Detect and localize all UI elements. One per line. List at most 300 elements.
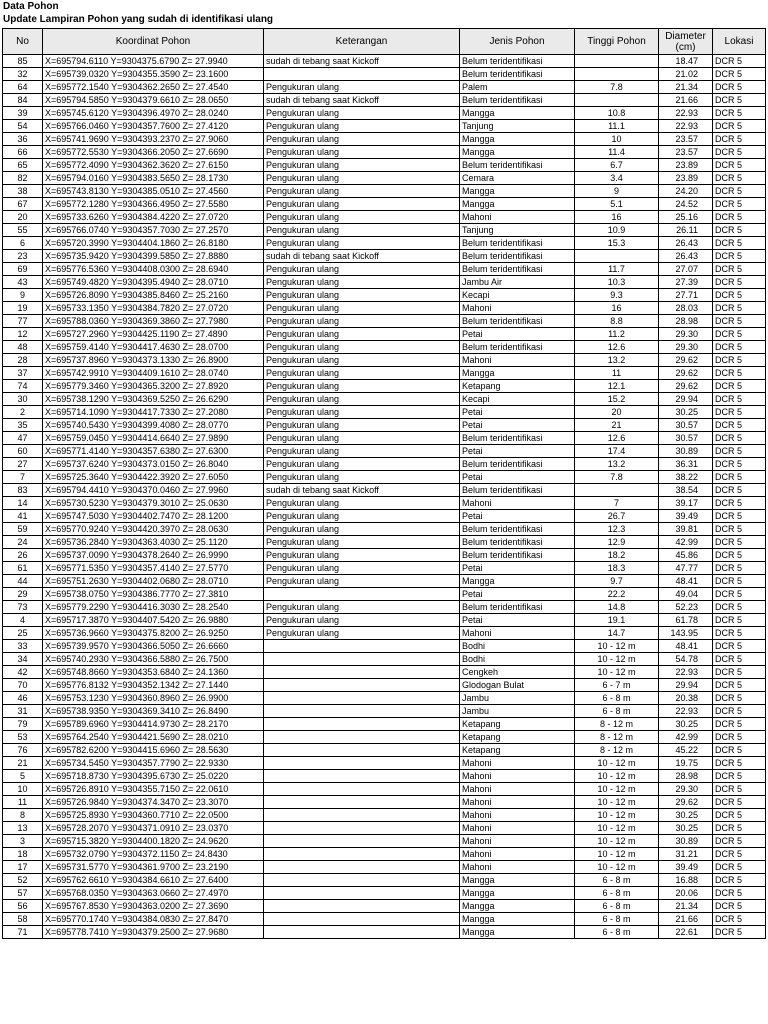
- table-row: [3, 744, 766, 757]
- cell-tinggi: 12.3: [575, 523, 659, 536]
- table-row: [3, 185, 766, 198]
- table-row: [3, 432, 766, 445]
- cell-koordinat: X=695739.0320 Y=9304355.3590 Z= 23.1600: [43, 68, 264, 81]
- cell-keterangan: Pengukuran ulang: [264, 198, 460, 211]
- cell-no: 67: [3, 198, 43, 211]
- cell-keterangan: [264, 926, 460, 939]
- cell-diameter: 21.34: [659, 900, 713, 913]
- table-row: [3, 523, 766, 536]
- table-row: [3, 159, 766, 172]
- cell-tinggi: 20: [575, 406, 659, 419]
- cell-keterangan: [264, 796, 460, 809]
- cell-diameter: 28.98: [659, 770, 713, 783]
- cell-jenis: Kecapi: [460, 393, 575, 406]
- cell-diameter: 48.41: [659, 575, 713, 588]
- cell-keterangan: Pengukuran ulang: [264, 120, 460, 133]
- cell-keterangan: Pengukuran ulang: [264, 562, 460, 575]
- cell-lokasi: DCR 5: [713, 211, 766, 224]
- cell-jenis: Mangga: [460, 874, 575, 887]
- cell-lokasi: DCR 5: [713, 497, 766, 510]
- cell-jenis: Belum teridentifikasi: [460, 341, 575, 354]
- cell-no: 61: [3, 562, 43, 575]
- cell-no: 30: [3, 393, 43, 406]
- cell-diameter: 29.62: [659, 354, 713, 367]
- cell-tinggi: 15.2: [575, 393, 659, 406]
- cell-lokasi: DCR 5: [713, 471, 766, 484]
- cell-tinggi: 12.9: [575, 536, 659, 549]
- cell-jenis: Palem: [460, 81, 575, 94]
- cell-diameter: 42.99: [659, 536, 713, 549]
- cell-tinggi: 10.8: [575, 107, 659, 120]
- cell-no: 36: [3, 133, 43, 146]
- cell-lokasi: DCR 5: [713, 679, 766, 692]
- cell-keterangan: [264, 692, 460, 705]
- cell-jenis: Belum teridentifikasi: [460, 523, 575, 536]
- cell-diameter: 21.66: [659, 94, 713, 107]
- cell-diameter: 20.06: [659, 887, 713, 900]
- cell-diameter: 20.38: [659, 692, 713, 705]
- cell-keterangan: Pengukuran ulang: [264, 276, 460, 289]
- cell-diameter: 143.95: [659, 627, 713, 640]
- cell-tinggi: 17.4: [575, 445, 659, 458]
- table-row: [3, 835, 766, 848]
- cell-no: 56: [3, 900, 43, 913]
- cell-no: 27: [3, 458, 43, 471]
- cell-jenis: Jambu: [460, 692, 575, 705]
- cell-jenis: Petai: [460, 614, 575, 627]
- cell-lokasi: DCR 5: [713, 328, 766, 341]
- cell-keterangan: [264, 770, 460, 783]
- cell-tinggi: 26.7: [575, 510, 659, 523]
- cell-koordinat: X=695759.4140 Y=9304417.4630 Z= 28.0700: [43, 341, 264, 354]
- cell-lokasi: DCR 5: [713, 757, 766, 770]
- cell-diameter: 30.25: [659, 822, 713, 835]
- cell-tinggi: 10: [575, 133, 659, 146]
- cell-koordinat: X=695737.0090 Y=9304378.2640 Z= 26.9990: [43, 549, 264, 562]
- cell-diameter: 22.93: [659, 705, 713, 718]
- cell-jenis: Petai: [460, 471, 575, 484]
- cell-keterangan: Pengukuran ulang: [264, 627, 460, 640]
- table-body: [3, 55, 766, 939]
- cell-jenis: Tanjung: [460, 224, 575, 237]
- table-row: [3, 536, 766, 549]
- cell-jenis: Mangga: [460, 198, 575, 211]
- cell-no: 5: [3, 770, 43, 783]
- table-row: [3, 887, 766, 900]
- cell-no: 60: [3, 445, 43, 458]
- cell-no: 79: [3, 718, 43, 731]
- table-row: [3, 237, 766, 250]
- table-row: [3, 666, 766, 679]
- cell-koordinat: X=695743.8130 Y=9304385.0510 Z= 27.4560: [43, 185, 264, 198]
- cell-no: 66: [3, 146, 43, 159]
- cell-koordinat: X=695726.9840 Y=9304374.3470 Z= 23.3070: [43, 796, 264, 809]
- cell-jenis: Belum teridentifikasi: [460, 250, 575, 263]
- cell-no: 48: [3, 341, 43, 354]
- cell-no: 59: [3, 523, 43, 536]
- cell-koordinat: X=695794.5850 Y=9304379.6610 Z= 28.0650: [43, 94, 264, 107]
- cell-koordinat: X=695747.5030 Y=9304402.7470 Z= 28.1200: [43, 510, 264, 523]
- cell-koordinat: X=695733.6260 Y=9304384.4220 Z= 27.0720: [43, 211, 264, 224]
- cell-koordinat: X=695794.0160 Y=9304383.5650 Z= 28.1730: [43, 172, 264, 185]
- cell-koordinat: X=695725.8930 Y=9304360.7710 Z= 22.0500: [43, 809, 264, 822]
- cell-jenis: Petai: [460, 445, 575, 458]
- cell-koordinat: X=695788.0360 Y=9304369.3860 Z= 27.7980: [43, 315, 264, 328]
- cell-no: 41: [3, 510, 43, 523]
- cell-diameter: 39.49: [659, 510, 713, 523]
- cell-tinggi: 10 - 12 m: [575, 848, 659, 861]
- cell-jenis: Belum teridentifikasi: [460, 68, 575, 81]
- table-row: [3, 458, 766, 471]
- table-row: [3, 94, 766, 107]
- cell-jenis: Jambu: [460, 705, 575, 718]
- cell-keterangan: [264, 666, 460, 679]
- cell-jenis: Ketapang: [460, 731, 575, 744]
- cell-tinggi: 6 - 8 m: [575, 705, 659, 718]
- cell-koordinat: X=695736.2840 Y=9304363.4030 Z= 25.1120: [43, 536, 264, 549]
- table-row: [3, 224, 766, 237]
- cell-lokasi: DCR 5: [713, 770, 766, 783]
- cell-diameter: 29.62: [659, 796, 713, 809]
- cell-diameter: 19.75: [659, 757, 713, 770]
- cell-jenis: Kecapi: [460, 289, 575, 302]
- cell-koordinat: X=695731.5770 Y=9304361.9700 Z= 23.2190: [43, 861, 264, 874]
- table-row: [3, 757, 766, 770]
- cell-jenis: Petai: [460, 510, 575, 523]
- cell-lokasi: DCR 5: [713, 653, 766, 666]
- table-row: [3, 549, 766, 562]
- cell-jenis: Belum teridentifikasi: [460, 237, 575, 250]
- cell-no: 64: [3, 81, 43, 94]
- cell-diameter: 24.20: [659, 185, 713, 198]
- cell-no: 17: [3, 861, 43, 874]
- cell-keterangan: Pengukuran ulang: [264, 458, 460, 471]
- cell-keterangan: [264, 653, 460, 666]
- cell-lokasi: DCR 5: [713, 302, 766, 315]
- cell-koordinat: X=695715.3820 Y=9304400.1820 Z= 24.9620: [43, 835, 264, 848]
- cell-koordinat: X=695767.8530 Y=9304363.0200 Z= 27.3690: [43, 900, 264, 913]
- cell-keterangan: sudah di tebang saat Kickoff: [264, 55, 460, 68]
- cell-lokasi: DCR 5: [713, 822, 766, 835]
- cell-jenis: Mahoni: [460, 861, 575, 874]
- cell-keterangan: Pengukuran ulang: [264, 380, 460, 393]
- cell-koordinat: X=695772.1280 Y=9304366.4950 Z= 27.5580: [43, 198, 264, 211]
- cell-no: 8: [3, 809, 43, 822]
- cell-no: 74: [3, 380, 43, 393]
- cell-jenis: Mahoni: [460, 835, 575, 848]
- cell-diameter: 29.30: [659, 341, 713, 354]
- cell-lokasi: DCR 5: [713, 744, 766, 757]
- table-row: [3, 302, 766, 315]
- cell-keterangan: Pengukuran ulang: [264, 497, 460, 510]
- cell-no: 82: [3, 172, 43, 185]
- document-subtitle: Update Lampiran Pohon yang sudah di identifikasi ulang: [3, 14, 274, 25]
- cell-diameter: 18.47: [659, 55, 713, 68]
- cell-jenis: Mahoni: [460, 354, 575, 367]
- cell-koordinat: X=695728.2070 Y=9304371.0910 Z= 23.0370: [43, 822, 264, 835]
- cell-lokasi: DCR 5: [713, 601, 766, 614]
- cell-koordinat: X=695726.8910 Y=9304355.7150 Z= 22.0610: [43, 783, 264, 796]
- cell-koordinat: X=695736.9660 Y=9304375.8200 Z= 26.9250: [43, 627, 264, 640]
- cell-tinggi: 3.4: [575, 172, 659, 185]
- cell-diameter: 30.57: [659, 419, 713, 432]
- cell-no: 33: [3, 640, 43, 653]
- cell-no: 43: [3, 276, 43, 289]
- cell-jenis: Petai: [460, 562, 575, 575]
- cell-jenis: Belum teridentifikasi: [460, 484, 575, 497]
- cell-koordinat: X=695740.2930 Y=9304366.5880 Z= 26.7500: [43, 653, 264, 666]
- cell-keterangan: [264, 848, 460, 861]
- cell-no: 31: [3, 705, 43, 718]
- cell-tinggi: 11.4: [575, 146, 659, 159]
- cell-diameter: 54.78: [659, 653, 713, 666]
- cell-diameter: 23.57: [659, 146, 713, 159]
- cell-jenis: Petai: [460, 328, 575, 341]
- table-row: [3, 588, 766, 601]
- column-header-keterangan: Keterangan: [264, 29, 460, 55]
- cell-koordinat: X=695740.5430 Y=9304399.4080 Z= 28.0770: [43, 419, 264, 432]
- cell-lokasi: DCR 5: [713, 510, 766, 523]
- cell-tinggi: 12.6: [575, 341, 659, 354]
- cell-keterangan: Pengukuran ulang: [264, 107, 460, 120]
- table-row: [3, 705, 766, 718]
- cell-tinggi: 8 - 12 m: [575, 744, 659, 757]
- cell-koordinat: X=695779.3460 Y=9304365.3200 Z= 27.8920: [43, 380, 264, 393]
- cell-koordinat: X=695738.1290 Y=9304369.5250 Z= 26.6290: [43, 393, 264, 406]
- column-header-tinggi: Tinggi Pohon: [575, 29, 659, 55]
- cell-jenis: Petai: [460, 419, 575, 432]
- cell-keterangan: [264, 588, 460, 601]
- cell-keterangan: [264, 874, 460, 887]
- cell-diameter: 22.61: [659, 926, 713, 939]
- cell-no: 21: [3, 757, 43, 770]
- cell-diameter: 28.03: [659, 302, 713, 315]
- cell-keterangan: Pengukuran ulang: [264, 224, 460, 237]
- cell-koordinat: X=695738.0750 Y=9304386.7770 Z= 27.3810: [43, 588, 264, 601]
- cell-keterangan: [264, 900, 460, 913]
- cell-diameter: 28.98: [659, 315, 713, 328]
- cell-lokasi: DCR 5: [713, 380, 766, 393]
- cell-jenis: Mangga: [460, 185, 575, 198]
- cell-tinggi: [575, 94, 659, 107]
- cell-diameter: 30.89: [659, 445, 713, 458]
- cell-tinggi: 10 - 12 m: [575, 835, 659, 848]
- cell-koordinat: X=695718.8730 Y=9304395.6730 Z= 25.0220: [43, 770, 264, 783]
- cell-keterangan: Pengukuran ulang: [264, 263, 460, 276]
- cell-koordinat: X=695772.5530 Y=9304366.2050 Z= 27.6690: [43, 146, 264, 159]
- cell-lokasi: DCR 5: [713, 133, 766, 146]
- cell-diameter: 30.25: [659, 406, 713, 419]
- cell-jenis: Mahoni: [460, 497, 575, 510]
- cell-no: 4: [3, 614, 43, 627]
- cell-no: 9: [3, 289, 43, 302]
- cell-keterangan: sudah di tebang saat Kickoff: [264, 250, 460, 263]
- cell-no: 73: [3, 601, 43, 614]
- cell-lokasi: DCR 5: [713, 588, 766, 601]
- cell-koordinat: X=695742.9910 Y=9304409.1610 Z= 28.0740: [43, 367, 264, 380]
- table-row: [3, 926, 766, 939]
- cell-diameter: 30.25: [659, 809, 713, 822]
- cell-jenis: Mangga: [460, 887, 575, 900]
- column-header-diameter: Diameter (cm): [659, 29, 713, 55]
- cell-lokasi: DCR 5: [713, 289, 766, 302]
- cell-keterangan: [264, 640, 460, 653]
- cell-jenis: Belum teridentifikasi: [460, 55, 575, 68]
- cell-diameter: 23.89: [659, 159, 713, 172]
- cell-koordinat: X=695771.4140 Y=9304357.6380 Z= 27.6300: [43, 445, 264, 458]
- cell-keterangan: Pengukuran ulang: [264, 289, 460, 302]
- cell-koordinat: X=695714.1090 Y=9304417.7330 Z= 27.2080: [43, 406, 264, 419]
- cell-jenis: Mangga: [460, 575, 575, 588]
- table-row: [3, 484, 766, 497]
- cell-no: 44: [3, 575, 43, 588]
- table-row: [3, 822, 766, 835]
- table-row: [3, 510, 766, 523]
- cell-keterangan: [264, 913, 460, 926]
- cell-no: 42: [3, 666, 43, 679]
- cell-tinggi: 10 - 12 m: [575, 757, 659, 770]
- cell-jenis: Belum teridentifikasi: [460, 432, 575, 445]
- cell-diameter: 47.77: [659, 562, 713, 575]
- cell-lokasi: DCR 5: [713, 120, 766, 133]
- cell-keterangan: Pengukuran ulang: [264, 81, 460, 94]
- cell-no: 46: [3, 692, 43, 705]
- table-row: [3, 900, 766, 913]
- cell-keterangan: [264, 783, 460, 796]
- cell-jenis: Bodhi: [460, 640, 575, 653]
- cell-lokasi: DCR 5: [713, 575, 766, 588]
- cell-diameter: 29.94: [659, 393, 713, 406]
- cell-no: 14: [3, 497, 43, 510]
- cell-koordinat: X=695737.8960 Y=9304373.1330 Z= 26.8900: [43, 354, 264, 367]
- cell-tinggi: 6 - 8 m: [575, 874, 659, 887]
- cell-diameter: 45.22: [659, 744, 713, 757]
- table-row: [3, 874, 766, 887]
- cell-diameter: 48.41: [659, 640, 713, 653]
- cell-keterangan: [264, 887, 460, 900]
- cell-keterangan: Pengukuran ulang: [264, 523, 460, 536]
- cell-diameter: 25.16: [659, 211, 713, 224]
- cell-keterangan: [264, 809, 460, 822]
- cell-koordinat: X=695766.0460 Y=9304357.7600 Z= 27.4120: [43, 120, 264, 133]
- cell-lokasi: DCR 5: [713, 614, 766, 627]
- cell-diameter: 26.43: [659, 237, 713, 250]
- cell-lokasi: DCR 5: [713, 549, 766, 562]
- tree-data-table: [2, 28, 766, 939]
- cell-koordinat: X=695735.9420 Y=9304399.5850 Z= 27.8880: [43, 250, 264, 263]
- cell-jenis: Belum teridentifikasi: [460, 601, 575, 614]
- cell-keterangan: [264, 68, 460, 81]
- table-row: [3, 783, 766, 796]
- cell-tinggi: 7: [575, 497, 659, 510]
- cell-no: 12: [3, 328, 43, 341]
- cell-keterangan: Pengukuran ulang: [264, 341, 460, 354]
- cell-lokasi: DCR 5: [713, 172, 766, 185]
- cell-jenis: Mahoni: [460, 302, 575, 315]
- cell-lokasi: DCR 5: [713, 900, 766, 913]
- table-row: [3, 614, 766, 627]
- cell-no: 25: [3, 627, 43, 640]
- table-row: [3, 445, 766, 458]
- cell-lokasi: DCR 5: [713, 783, 766, 796]
- cell-tinggi: 13.2: [575, 354, 659, 367]
- cell-jenis: Ketapang: [460, 380, 575, 393]
- table-row: [3, 198, 766, 211]
- cell-diameter: 38.22: [659, 471, 713, 484]
- table-row: [3, 627, 766, 640]
- cell-jenis: Mahoni: [460, 796, 575, 809]
- cell-koordinat: X=695751.2630 Y=9304402.0680 Z= 28.0710: [43, 575, 264, 588]
- cell-lokasi: DCR 5: [713, 484, 766, 497]
- cell-tinggi: 21: [575, 419, 659, 432]
- cell-keterangan: Pengukuran ulang: [264, 237, 460, 250]
- cell-koordinat: X=695725.3640 Y=9304422.3920 Z= 27.6050: [43, 471, 264, 484]
- cell-tinggi: 10.9: [575, 224, 659, 237]
- table-row: [3, 55, 766, 68]
- cell-tinggi: [575, 484, 659, 497]
- cell-lokasi: DCR 5: [713, 913, 766, 926]
- cell-keterangan: Pengukuran ulang: [264, 406, 460, 419]
- cell-tinggi: 8.8: [575, 315, 659, 328]
- table-row: [3, 315, 766, 328]
- cell-tinggi: 7.8: [575, 81, 659, 94]
- cell-tinggi: [575, 55, 659, 68]
- cell-no: 55: [3, 224, 43, 237]
- cell-tinggi: 10 - 12 m: [575, 783, 659, 796]
- cell-lokasi: DCR 5: [713, 705, 766, 718]
- cell-koordinat: X=695745.6120 Y=9304396.4970 Z= 28.0240: [43, 107, 264, 120]
- cell-no: 34: [3, 653, 43, 666]
- cell-diameter: 26.43: [659, 250, 713, 263]
- cell-keterangan: [264, 679, 460, 692]
- cell-lokasi: DCR 5: [713, 55, 766, 68]
- cell-keterangan: Pengukuran ulang: [264, 354, 460, 367]
- cell-tinggi: 13.2: [575, 458, 659, 471]
- cell-no: 10: [3, 783, 43, 796]
- cell-no: 65: [3, 159, 43, 172]
- cell-tinggi: 10 - 12 m: [575, 770, 659, 783]
- cell-no: 20: [3, 211, 43, 224]
- table-row: [3, 354, 766, 367]
- cell-lokasi: DCR 5: [713, 692, 766, 705]
- cell-jenis: Belum teridentifikasi: [460, 315, 575, 328]
- cell-koordinat: X=695727.2960 Y=9304425.1190 Z= 27.4890: [43, 328, 264, 341]
- table-row: [3, 601, 766, 614]
- cell-jenis: Mahoni: [460, 770, 575, 783]
- table-row: [3, 393, 766, 406]
- cell-keterangan: [264, 731, 460, 744]
- cell-no: 37: [3, 367, 43, 380]
- cell-koordinat: X=695759.0450 Y=9304414.6640 Z= 27.9890: [43, 432, 264, 445]
- cell-keterangan: Pengukuran ulang: [264, 185, 460, 198]
- cell-no: 24: [3, 536, 43, 549]
- cell-diameter: 22.93: [659, 107, 713, 120]
- cell-jenis: Ketapang: [460, 744, 575, 757]
- cell-keterangan: sudah di tebang saat Kickoff: [264, 484, 460, 497]
- cell-keterangan: Pengukuran ulang: [264, 536, 460, 549]
- cell-lokasi: DCR 5: [713, 393, 766, 406]
- cell-lokasi: DCR 5: [713, 159, 766, 172]
- cell-koordinat: X=695772.4090 Y=9304362.3620 Z= 27.6150: [43, 159, 264, 172]
- cell-jenis: Mahoni: [460, 783, 575, 796]
- cell-koordinat: X=695779.2290 Y=9304416.3030 Z= 28.2540: [43, 601, 264, 614]
- cell-jenis: Belum teridentifikasi: [460, 458, 575, 471]
- cell-no: 53: [3, 731, 43, 744]
- cell-keterangan: sudah di tebang saat Kickoff: [264, 94, 460, 107]
- cell-no: 76: [3, 744, 43, 757]
- cell-tinggi: 10 - 12 m: [575, 809, 659, 822]
- cell-koordinat: X=695726.8090 Y=9304385.8460 Z= 25.2160: [43, 289, 264, 302]
